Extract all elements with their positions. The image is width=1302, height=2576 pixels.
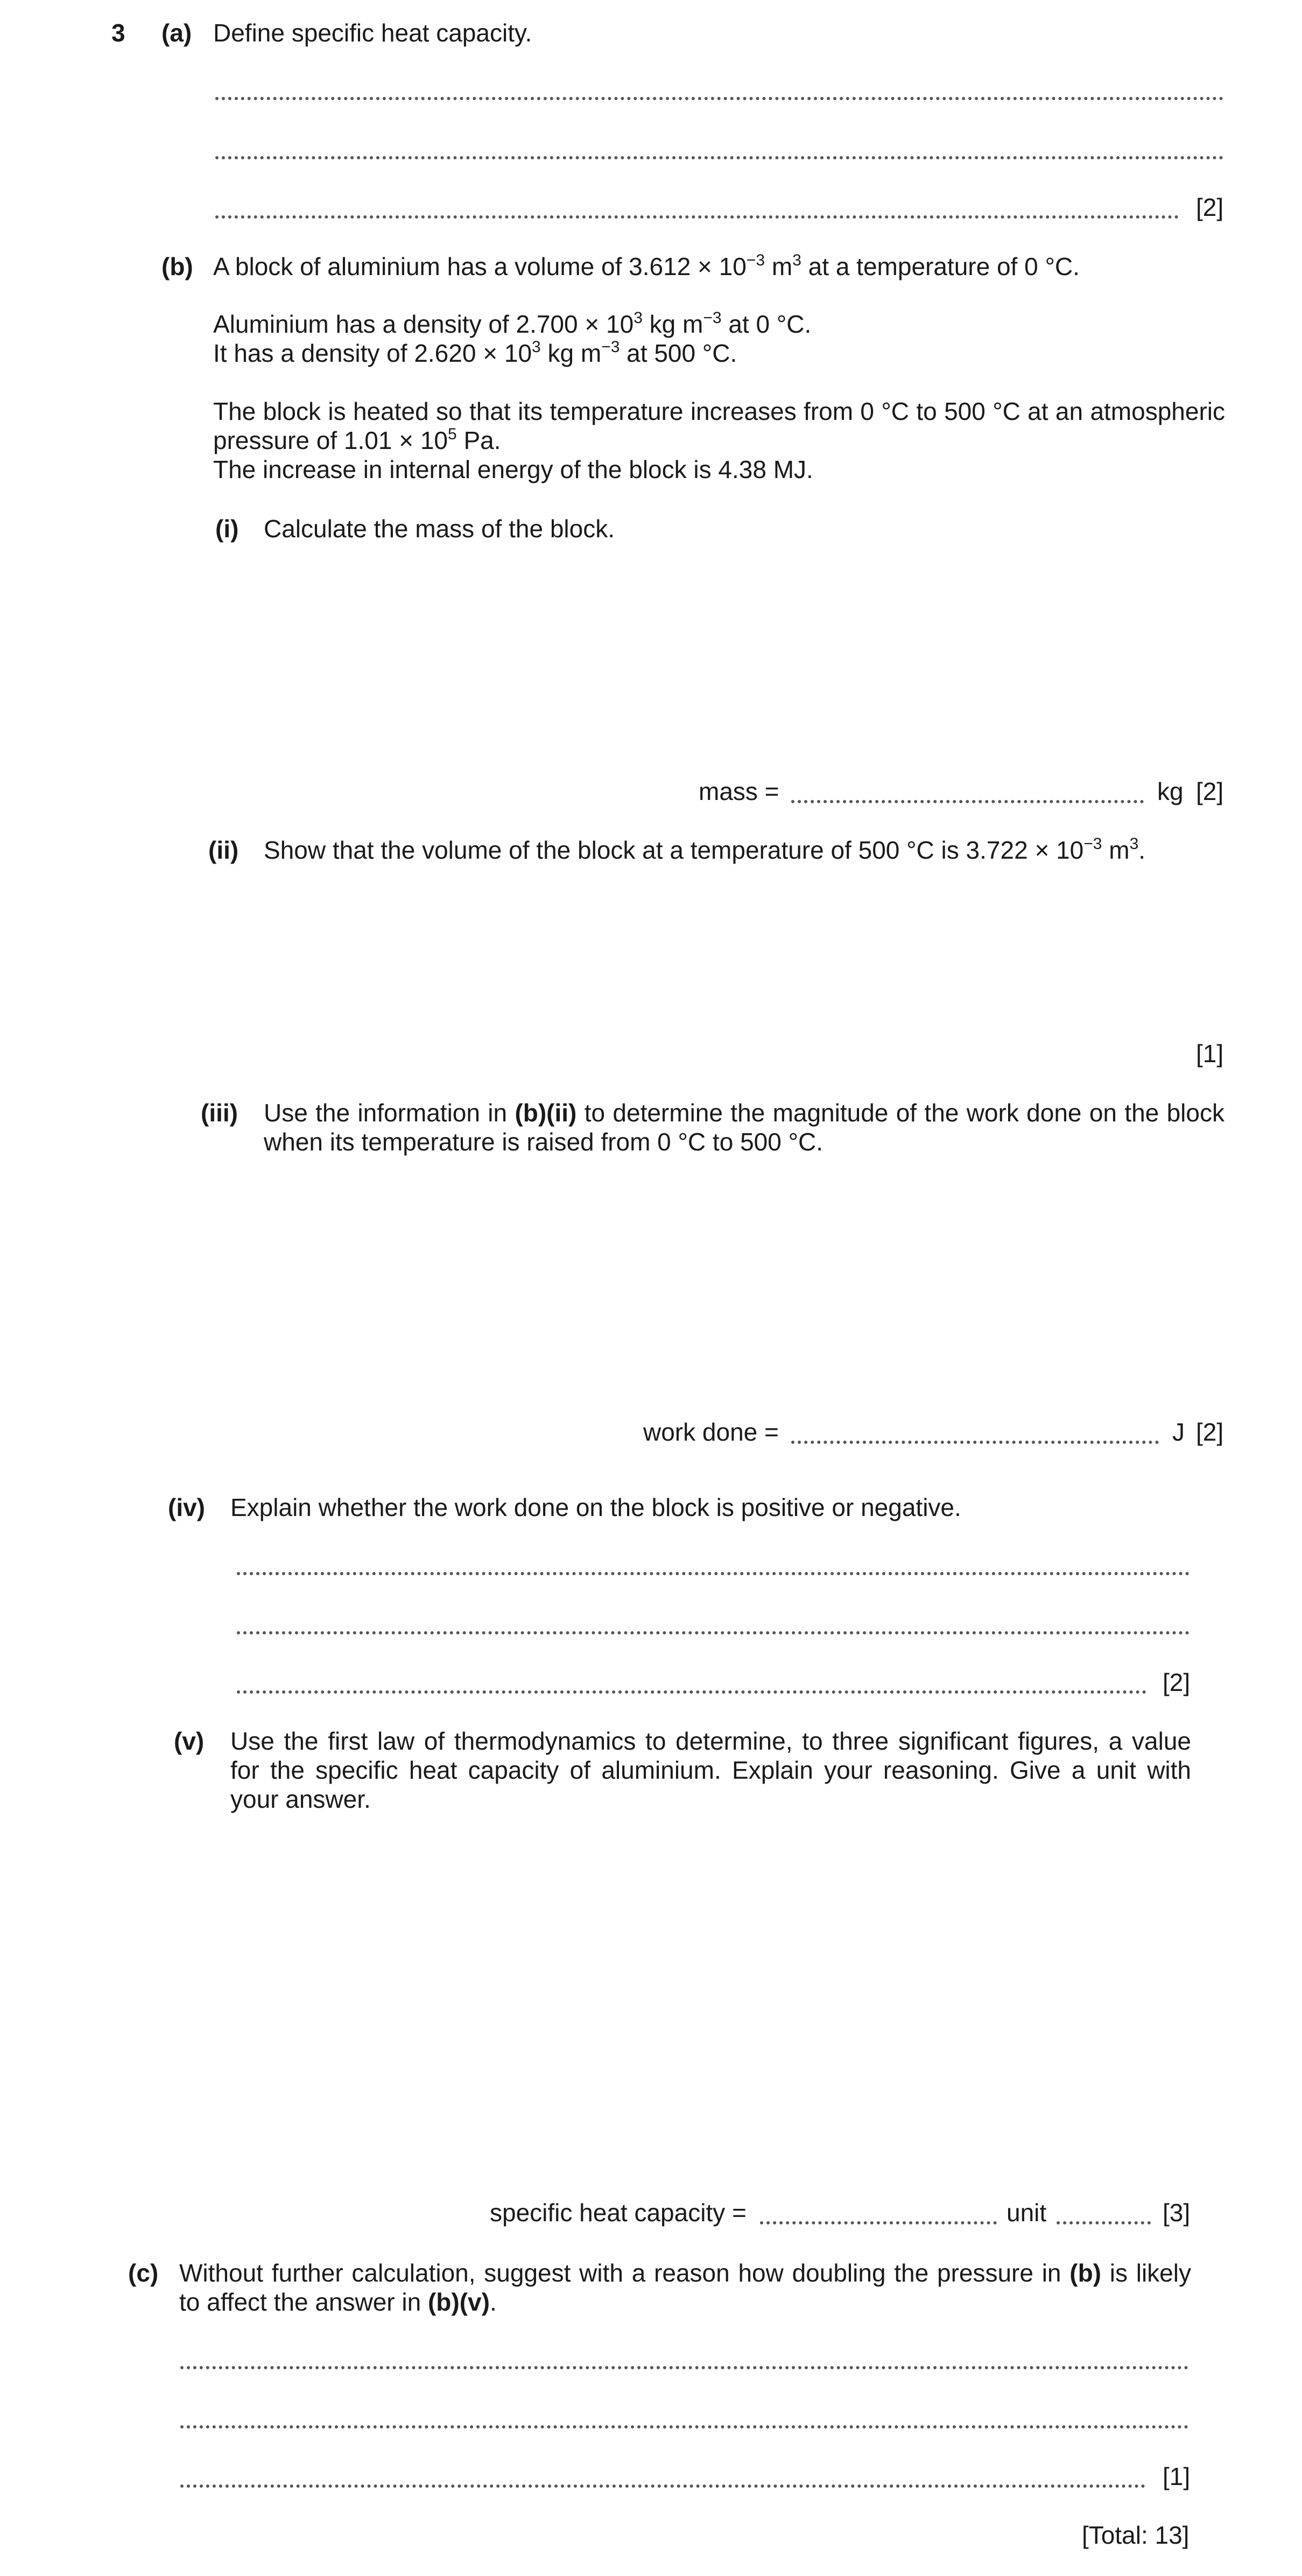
answer-line-b-iv-3[interactable]: [237, 1690, 1146, 1694]
mass-answer-label: mass =: [699, 777, 779, 805]
shc-answer-line[interactable]: [760, 2221, 997, 2224]
part-a-marks: [2]: [1196, 193, 1224, 221]
shc-unit-label: unit: [1007, 2199, 1047, 2227]
part-a-label: (a): [161, 19, 192, 47]
part-b-ii-text: Show that the volume of the block at a temperature of 500 °C is $3.722 \times 10^{-3}$ $m^3$.: [264, 835, 1146, 864]
density-at-0: Aluminium has a density of $2.700 \times 10^3$ kg $m^{-3}$ at 0 °C.: [213, 309, 812, 338]
answer-line-b-iv-2[interactable]: [237, 1631, 1190, 1634]
part-c-text: Without further calculation, suggest with a reason how doubling the pressure in (b) is likely to affect the answer in (b)(v).: [179, 2259, 1191, 2316]
mass-unit: kg: [1157, 777, 1184, 805]
answer-line-c-3[interactable]: [180, 2484, 1145, 2488]
answer-line-c-1[interactable]: [180, 2366, 1188, 2369]
part-b-intro: A block of aluminium has a volume of $3.612 \times 10^{-3}$ $m^3$ at a temperature of 0 °C.: [213, 251, 1080, 280]
part-b-ii-marks: [1]: [1196, 1040, 1224, 1068]
answer-line-a-1[interactable]: [215, 97, 1223, 100]
answer-line-a-3[interactable]: [215, 215, 1179, 219]
answer-line-a-2[interactable]: [215, 156, 1223, 159]
heating-statement: The block is heated so that its temperature increases from 0 °C to 500 °C at an atmospheric pressure of $1.01 \times 10^5$ Pa.: [213, 397, 1225, 454]
density-at-500: It has a density of $2.620 \times 10^3$ kg $m^{-3}$ at 500 °C.: [213, 338, 737, 367]
question-total: [Total: 13]: [1082, 2521, 1190, 2549]
part-c-label: (c): [128, 2259, 159, 2287]
part-b-iii-text: Use the information in (b)(ii) to determine the magnitude of the work done on the block when its temperature is raised from 0 °C to 500 °C.: [264, 1099, 1224, 1156]
mass-answer-line[interactable]: [791, 800, 1144, 803]
part-b-v-marks: [3]: [1163, 2199, 1191, 2227]
answer-line-b-iv-1[interactable]: [237, 1572, 1190, 1575]
part-b-iv-label: (iv): [168, 1493, 205, 1521]
shc-unit-line[interactable]: [1057, 2221, 1151, 2224]
part-b-i-text: Calculate the mass of the block.: [264, 515, 615, 543]
part-b-i-label: (i): [215, 515, 239, 543]
part-b-i-marks: [2]: [1196, 777, 1224, 805]
answer-line-c-2[interactable]: [180, 2425, 1188, 2428]
question-number: 3: [111, 19, 125, 47]
part-b-ii-label: (ii): [208, 836, 239, 864]
part-b-v-label: (v): [174, 1727, 205, 1755]
part-b-iv-text: Explain whether the work done on the block is positive or negative.: [230, 1493, 961, 1521]
part-c-marks: [1]: [1163, 2462, 1191, 2490]
shc-answer-label: specific heat capacity =: [490, 2199, 747, 2227]
work-done-answer-line[interactable]: [791, 1441, 1159, 1444]
part-b-v-text: Use the first law of thermodynamics to determine, to three significant figures, a value for the specific heat capacity of aluminium. Explain your reasoning. Give a unit with your answer.: [230, 1727, 1191, 1813]
work-done-unit: J: [1172, 1418, 1185, 1446]
internal-energy-statement: The increase in internal energy of the block is 4.38 MJ.: [213, 455, 813, 483]
part-a-text: Define specific heat capacity.: [213, 19, 532, 47]
part-b-iv-marks: [2]: [1163, 1668, 1191, 1696]
part-b-iii-marks: [2]: [1196, 1418, 1224, 1446]
part-b-label: (b): [161, 252, 193, 280]
part-b-iii-label: (iii): [201, 1099, 238, 1127]
work-done-answer-label: work done =: [643, 1418, 779, 1446]
